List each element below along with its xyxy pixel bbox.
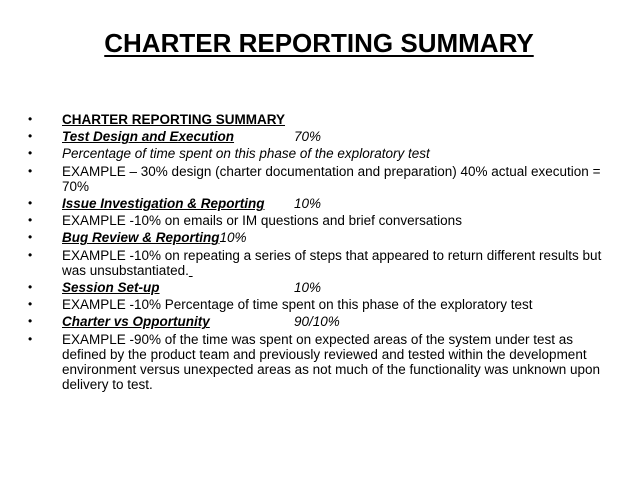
list-item — [28, 196, 602, 211]
trailing-underline — [189, 263, 193, 278]
list-item — [28, 230, 602, 245]
example-text: EXAMPLE -10% Percentage of time spent on this phase of the exploratory test — [62, 297, 533, 313]
example-text: EXAMPLE -10% on emails or IM questions and brief conversations — [62, 213, 462, 229]
phase-label-issue-investigation: Issue Investigation & Reporting — [62, 196, 265, 212]
example-text: EXAMPLE -10% on repeating a series of steps that appeared to return different results but was unsubstantiated. — [62, 247, 602, 278]
list-item — [28, 129, 602, 144]
bullet-icon: • — [28, 112, 33, 126]
bullet-icon: • — [28, 146, 33, 161]
phase-value-bug-review: 10% — [219, 230, 247, 246]
bullet-icon: • — [28, 280, 33, 295]
bullet-icon: • — [28, 129, 33, 144]
phase-value-charter-vs-opportunity: 90/10% — [294, 314, 340, 330]
list-item — [28, 213, 602, 228]
bullet-icon: • — [28, 331, 33, 346]
bullet-icon: • — [28, 314, 33, 329]
summary-heading: CHARTER REPORTING SUMMARY — [62, 112, 286, 127]
phase-description: Percentage of time spent on this phase of the exploratory test — [62, 146, 430, 162]
list-item — [28, 280, 602, 295]
list-item — [28, 146, 602, 161]
phase-label-charter-vs-opportunity: Charter vs Opportunity — [62, 314, 210, 330]
bullet-icon: • — [28, 213, 33, 228]
phase-value-test-design: 70% — [294, 129, 322, 145]
bullet-icon: • — [28, 230, 33, 245]
phase-label-session-setup: Session Set-up — [62, 280, 160, 296]
example-text: EXAMPLE -90% of the time was spent on expected areas of the system under test as defined by the product team and previously reviewed and tested within the development environment versus unexpected areas as not much of the functionality was unknown upon delivery to test. — [62, 331, 601, 393]
list-item — [28, 314, 602, 329]
bullet-icon: • — [28, 196, 33, 211]
bullet-list — [28, 112, 602, 394]
list-item — [28, 297, 602, 312]
list-item — [28, 112, 602, 127]
bullet-icon: • — [28, 247, 33, 262]
list-item — [28, 164, 602, 194]
phase-value-session-setup: 10% — [294, 280, 322, 296]
list-item — [28, 332, 602, 393]
slide-title: CHARTER REPORTING SUMMARY — [104, 28, 534, 58]
phase-label-bug-review: Bug Review & Reporting — [62, 230, 220, 246]
bullet-icon: • — [28, 297, 33, 312]
bullet-icon: • — [28, 163, 33, 178]
phase-value-issue-investigation: 10% — [294, 196, 322, 212]
list-item — [28, 248, 602, 278]
example-text: EXAMPLE – 30% design (charter documentation and preparation) 40% actual execution = 70% — [62, 163, 601, 194]
phase-label-test-design: Test Design and Execution — [62, 129, 235, 145]
